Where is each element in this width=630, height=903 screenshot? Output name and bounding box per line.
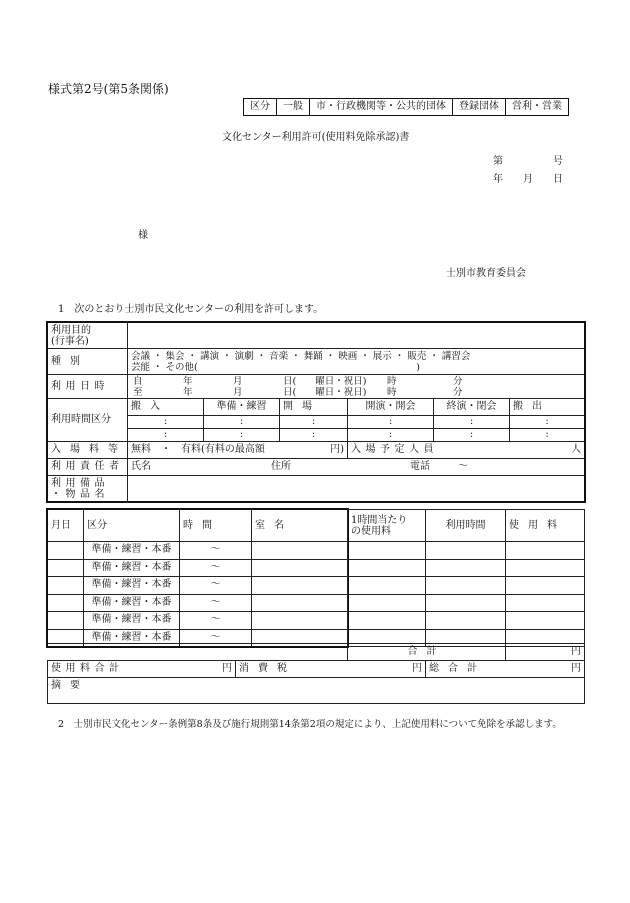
admission-text: 無料 ・ 有料(有料の最高額 [131,444,265,455]
date-to-line [131,387,581,398]
period-colon: : [348,429,434,442]
application-table [47,322,585,502]
schedule-division: 準備・練習・本番 [84,542,180,560]
schedule-division: 準備・練習・本番 [84,559,180,577]
period-end: 終演・閉会 [434,399,510,416]
period-open: 開場 [280,399,348,416]
schedule-division: 準備・練習・本番 [84,629,180,647]
fee-row [348,594,585,612]
phone-tilde: 〜 [458,461,468,472]
period-colon: : [510,416,585,429]
period-colon: : [510,429,585,442]
period-header-row [48,399,585,416]
grand-total-label: 総合計 [429,663,487,674]
schedule-time: 〜 [180,629,252,647]
schedule-division: 準備・練習・本番 [84,594,180,612]
equipment-value [128,476,585,502]
to-hour: 時 [387,386,397,398]
subtotal-label: 合計 [348,644,506,661]
period-carry-out: 搬出 [510,399,585,416]
purpose-row [48,323,585,349]
period-colon-row-1 [48,416,585,429]
category-cell-general: 一般 [277,99,310,115]
schedule-row [48,612,348,630]
period-colon: : [280,416,348,429]
category-box [243,98,569,116]
remarks [48,678,585,704]
category-cell-public: 市・行政機関等・公共的団体 [310,99,453,115]
from-day: 日( 曜日・祝日) [283,375,367,387]
schedule-time: 〜 [180,559,252,577]
date-day: 日 [553,174,563,185]
to-month: 月 [233,386,243,398]
responsible-label: 利用責任者 [48,459,128,476]
period-colon-row-2 [48,429,585,442]
col-fee: 使用料 [506,510,585,542]
period-colon: : [434,416,510,429]
period-colon: : [128,416,204,429]
period-start: 開演・開会 [348,399,434,416]
col-date: 月日 [48,510,84,542]
schedule-header-row [48,510,348,542]
schedule-row [48,542,348,560]
equipment-label: 利用備品 ・物品名 [48,476,128,502]
period-label: 利用時間区分 [48,399,128,442]
category-cell-label: 区分 [244,99,277,115]
category-cell-commercial: 営利・営業 [512,101,562,112]
to-mark: 至 [133,386,143,398]
tax-label: 消費税 [239,663,296,674]
schedule-time: 〜 [180,594,252,612]
fee-total-yen: 円 [222,663,232,674]
purpose-label: 利用目的 (行事名) [48,323,128,349]
period-colon: : [204,416,280,429]
expected-attendance [348,442,585,459]
statement-2: 2 士別市民文化センター条例第8条及び施行規則第14条第2項の規定により、上記使用料について免除を承認します。 [58,719,562,730]
addressee-suffix: 様 [138,230,148,241]
issuer: 士別市教育委員会 [446,268,526,279]
to-year: 年 [183,386,193,398]
fee-header-row [348,510,585,542]
fee-total [48,661,236,678]
col-usage-time: 利用時間 [426,510,506,542]
col-room: 室名 [252,510,348,542]
purpose-value [128,323,585,349]
fee-row [348,577,585,595]
from-month: 月 [233,375,243,387]
date-values [128,375,585,399]
period-colon: : [280,429,348,442]
equipment-row [48,476,585,502]
from-hour: 時 [387,375,397,387]
fee-row [348,612,585,630]
to-day: 日( 曜日・祝日) [283,386,367,398]
responsible-row [48,459,585,476]
schedule-row [48,559,348,577]
schedule-table [47,509,348,647]
date-label: 利用日時 [48,375,128,399]
from-minute: 分 [453,375,463,387]
subtotal-row [48,644,585,661]
to-minute: 分 [453,386,463,398]
col-division [84,510,180,542]
grand-row [48,661,585,678]
fee-row [348,542,585,560]
fee-table [347,509,585,647]
period-prep: 準備・練習 [204,399,280,416]
fee-total-label: 使用料合計 [51,663,124,674]
from-year: 年 [183,375,193,387]
schedule-time: 〜 [180,612,252,630]
from-mark: 自 [133,375,143,387]
person-unit: 人 [571,444,582,455]
tax-yen: 円 [412,663,423,674]
admission-yen: 円) [330,444,344,455]
date-year: 年 [493,174,503,185]
document-title: 文化センター利用許可(使用料免除承認)書 [222,132,410,143]
schedule-division: 準備・練習・本番 [84,577,180,595]
kind-line-1: 会議 ・ 集会 ・ 講演 ・ 演劇 ・ 音楽 ・ 舞踊 ・ 映画 ・ 展示 ・ 販売 ・ 講習会 [131,350,471,362]
admission-value [128,442,348,459]
tax [236,661,426,678]
grand-total-yen: 円 [571,663,582,674]
schedule-row [48,577,348,595]
responsible-values [128,459,585,476]
number-go: 号 [553,156,563,167]
col-hourly: 1時間当たり の使用料 [348,510,426,542]
kind-line-2: 芸能 ・ その他( ) [131,361,420,373]
admission-label: 入場料等 [48,442,128,459]
expected-label: 入場予定人員 [351,444,438,455]
remarks-label: 摘要 [51,680,89,691]
date-row [48,375,585,399]
phone-label: 電話 [410,461,430,472]
col-time: 時間 [180,510,252,542]
period-colon: : [128,429,204,442]
period-colon: : [434,429,510,442]
period-colon: : [348,416,434,429]
grand-total [426,661,585,678]
form-number: 様式第2号(第5条関係) [48,82,169,96]
period-colon: : [204,429,280,442]
subtotal-yen: 円 [506,644,585,661]
schedule-row [48,594,348,612]
schedule-time: 〜 [180,577,252,595]
name-label: 氏名 [131,461,151,472]
period-carry-in: 搬入 [128,399,204,416]
remarks-row [48,678,585,704]
number-no: 第 [493,156,503,167]
schedule-time: 〜 [180,542,252,560]
totals-table [47,643,585,704]
date-from-line [131,376,581,387]
statement-1: 1 次のとおり士別市民文化センターの利用を許可します。 [58,304,324,315]
date-month: 月 [523,174,533,185]
kind-row [48,349,585,375]
schedule-division: 準備・練習・本番 [84,612,180,630]
kind-label: 種別 [48,349,128,375]
category-cell-registered: 登録団体 [453,99,506,115]
admission-row [48,442,585,459]
kind-options [128,349,585,375]
fee-row [348,559,585,577]
col-division-text: 区分 [87,519,107,531]
address-label: 住所 [271,461,291,472]
